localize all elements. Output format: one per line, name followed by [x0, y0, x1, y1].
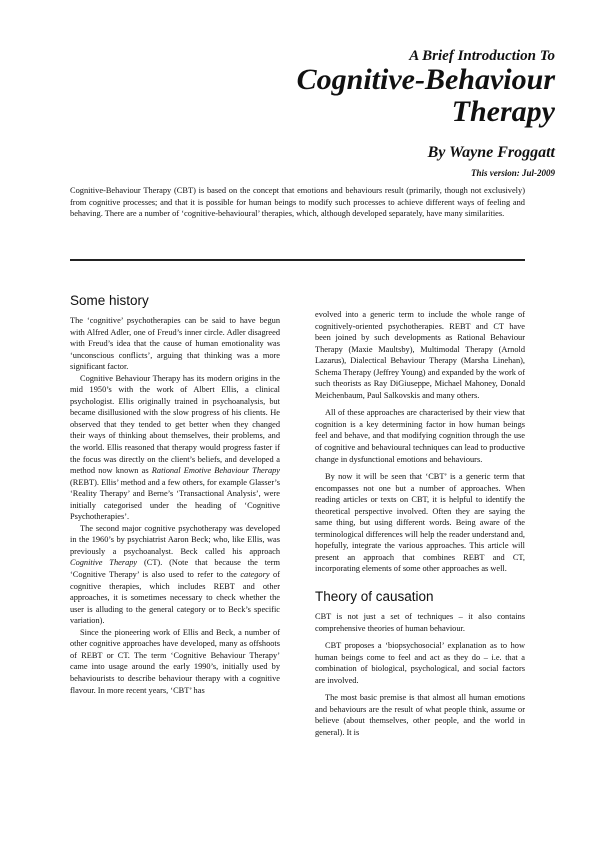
author-byline: By Wayne Froggatt [427, 144, 555, 161]
paragraph: evolved into a generic term to include the whole range of cognitively-oriented psychotherapies. REBT and CT have been joined by such developments as Rational Behaviour Therapy (Maxie Maultsby), Multimodal Therapy (Arnold Lazarus), Dialectical Behaviour Therapy (Marsha Linehan), Schema Therapy (Jeffrey Young) and expanded by the work of such theorists as Ray DiGiuseppe, Michael Mahoney, Donald Meichenbaum, Paul Salkovskis and many others. [315, 310, 525, 400]
emphasis: Rational Emotive Behaviour Therapy [151, 466, 280, 476]
section-heading-causation: Theory of causation [315, 589, 434, 605]
emphasis: category [240, 570, 270, 580]
paragraph: CBT proposes a ‘biopsychosocial’ explanation as to how human beings come to feel and act as they do – i.e. that a combination of biological, psychological, and social factors are involved. [315, 641, 525, 685]
paragraph: Since the pioneering work of Ellis and Beck, a number of other cognitive approaches have developed, many as offshoots of REBT or CT. The term ‘Cognitive Behaviour Therapy’ came into usage around the early 1990’s, initially used by behaviourists to describe behaviour therapy with a cognitive flavour. In more recent years, ‘CBT’ has [70, 627, 280, 695]
right-column [315, 309, 525, 739]
paragraph: The ‘cognitive’ psychotherapies can be said to have begun with Alfred Adler, one of Freud’s inner circle. Adler disagreed with Freud’s idea that the cause of human emotionality was ‘unconscious conflicts’, arguing that thinking was a more significant factor. [70, 316, 280, 372]
paragraph: CBT is not just a set of techniques – it also contains comprehensive theories of human behaviour. [315, 612, 525, 633]
document-title-line-2: Therapy [451, 95, 555, 128]
document-title-line-1: Cognitive-Behaviour [296, 63, 555, 96]
emphasis: Cognitive Therapy [70, 558, 138, 568]
horizontal-divider [70, 259, 525, 261]
version-note: This version: Jul-2009 [470, 168, 555, 178]
title-block [155, 48, 555, 179]
section-heading-history: Some history [70, 293, 149, 308]
paragraph: By now it will be seen that ‘CBT’ is a generic term that encompasses not one but a number of approaches. When reading articles or texts on CBT, it is helpful to identify the theoretical perspective involved. Often they are saying the same thing, but using different words. Being aware of the terminological differences will help the reader understand and, hopefully, integrate the various approaches. This article will present an approach that combines REBT and CT, incorporating elements of some other approaches as well. [315, 472, 525, 574]
paragraph: The second major cognitive psychotherapy was developed in the 1960’s by psychiatrist Aaron Beck; who, like Ellis, was previously a psychoanalyst. Beck called his approach Cognitive Therapy (CT). (Note that because the term ‘Cognitive Therapy’ is also used to refer to the category of cognitive therapies, which includes REBT and other approaches, it is sometimes necessary to check whether the user is alluding to the general category or to Beck’s specific variation). [70, 523, 281, 626]
paragraph: All of these approaches are characterised by their view that cognition is a key determining factor in how human beings feel and behave, and that modifying cognition through the use of cognitive and behavioural techniques can lead to productive change in dysfunctional emotions and behaviours. [315, 408, 525, 464]
left-column [70, 293, 280, 696]
paragraph: Cognitive Behaviour Therapy has its modern origins in the mid 1950’s with the work of Albert Ellis, a clinical psychologist. Ellis originally trained in psychoanalysis, but became disillusioned with the slow progress of his clients. He observed that they tended to get better when they changed their ways of thinking about themselves, their problems, and the world. Ellis reasoned that therapy would progress faster if the focus was directly on the client’s beliefs, and developed a method now known as Rational Emotive Behaviour Therapy (REBT). Ellis’ method and a few others, for example Glasser’s ‘Reality Therapy’ and Berne’s ‘Transactional Analysis’, were initially categorised under the heading of ‘Cognitive Psychotherapies’. [70, 373, 280, 522]
pre-title: A Brief Introduction To [409, 48, 555, 64]
paragraph: The most basic premise is that almost all human emotions and behaviours are the result of what people think, assume or believe (about themselves, other people, and the world in general). It is [315, 693, 525, 737]
abstract: Cognitive-Behaviour Therapy (CBT) is based on the concept that emotions and behaviours result (primarily, though not exclusively) from cognitive processes; and that it is possible for human beings to modify such processes to achieve different ways of feeling and behaving. There are a number of ‘cognitive-behavioural’ therapies, which, although developed separately, have many similarities. [70, 186, 525, 219]
